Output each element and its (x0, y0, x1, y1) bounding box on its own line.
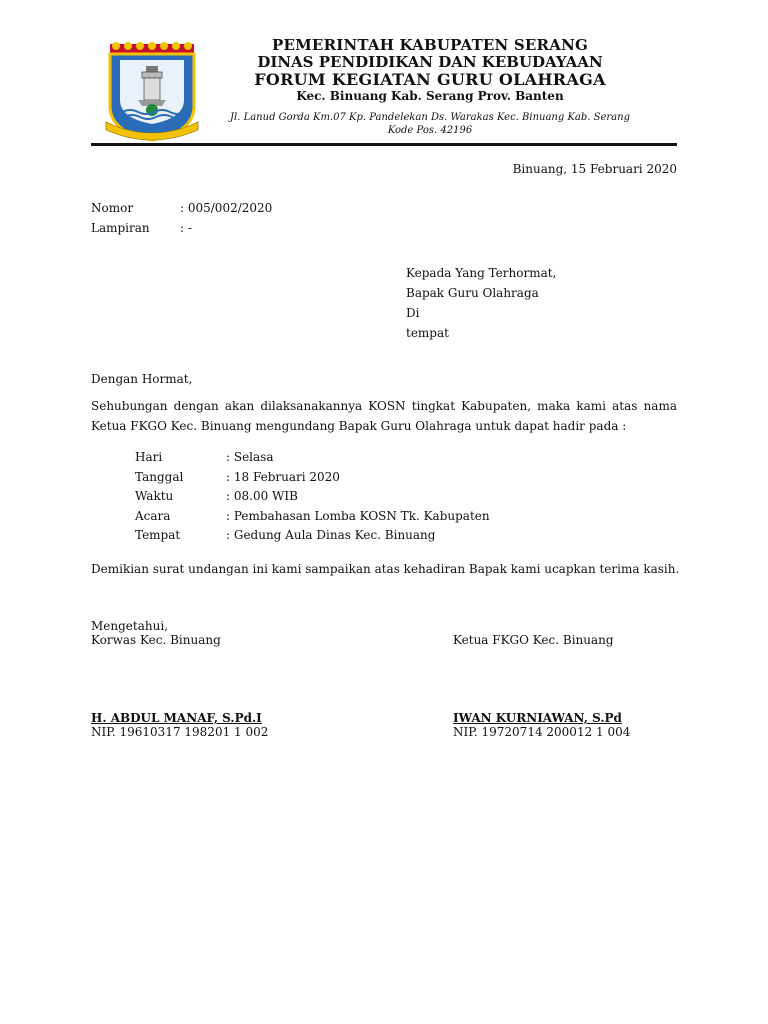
letterhead-postal: Kode Pos. 42196 (387, 125, 473, 136)
recipient-line: Kepada Yang Terhormat, (406, 266, 557, 280)
meta-value-attachment: : - (180, 221, 192, 235)
body-paragraph: Sehubungan dengan akan dilaksanakannya KOSN tingkat Kabupaten, maka kami atas nama Ketua FKGO Kec. Binuang mengundang Bapak Guru Olahraga untuk dapat hadir pada : (91, 399, 677, 433)
signer-right-nip: NIP. 19720714 200012 1 004 (453, 725, 631, 739)
detail-value-place: : Gedung Aula Dinas Kec. Binuang (226, 528, 436, 542)
detail-label-date: Tanggal (135, 470, 184, 484)
letterhead-forum: FORUM KEGIATAN GURU OLAHRAGA (254, 70, 606, 89)
signer-right-title: Ketua FKGO Kec. Binuang (453, 633, 614, 647)
detail-label-place: Tempat (135, 528, 181, 542)
acknowledge-label: Mengetahui, (91, 619, 168, 633)
regency-logo (104, 40, 200, 144)
detail-value-day: : Selasa (226, 450, 274, 464)
letterhead-divider (91, 143, 677, 146)
signer-left-title: Korwas Kec. Binuang (91, 633, 221, 647)
detail-value-date: : 18 Februari 2020 (226, 470, 340, 484)
meta-value-number: : 005/002/2020 (180, 201, 273, 215)
salutation: Dengan Hormat, (91, 372, 193, 386)
letter-date: Binuang, 15 Februari 2020 (512, 162, 677, 176)
detail-label-time: Waktu (135, 489, 174, 503)
detail-value-event: : Pembahasan Lomba KOSN Tk. Kabupaten (226, 509, 490, 523)
detail-label-event: Acara (135, 509, 171, 523)
detail-value-time: : 08.00 WIB (226, 489, 298, 503)
letterhead-government: PEMERINTAH KABUPATEN SERANG (272, 36, 588, 54)
recipient-line: tempat (406, 326, 449, 340)
signer-left-nip: NIP. 19610317 198201 1 002 (91, 725, 269, 739)
detail-label-day: Hari (135, 450, 163, 464)
recipient-line: Bapak Guru Olahraga (406, 286, 539, 300)
letterhead-region: Kec. Binuang Kab. Serang Prov. Banten (296, 89, 564, 103)
signer-left-name: H. ABDUL MANAF, S.Pd.I (91, 711, 262, 725)
letterhead-address: Jl. Lanud Gorda Km.07 Kp. Pandelekan Ds. Warakas Kec. Binuang Kab. Serang (230, 112, 630, 123)
signer-right-name: IWAN KURNIAWAN, S.Pd (453, 711, 622, 725)
meta-label-number: Nomor (91, 201, 134, 215)
meta-label-attachment: Lampiran (91, 221, 150, 235)
closing-sentence: Demikian surat undangan ini kami sampaikan atas kehadiran Bapak kami ucapkan terima kasih. (91, 562, 680, 576)
recipient-line: Di (406, 306, 420, 320)
letterhead-department: DINAS PENDIDIKAN DAN KEBUDAYAAN (257, 53, 603, 71)
